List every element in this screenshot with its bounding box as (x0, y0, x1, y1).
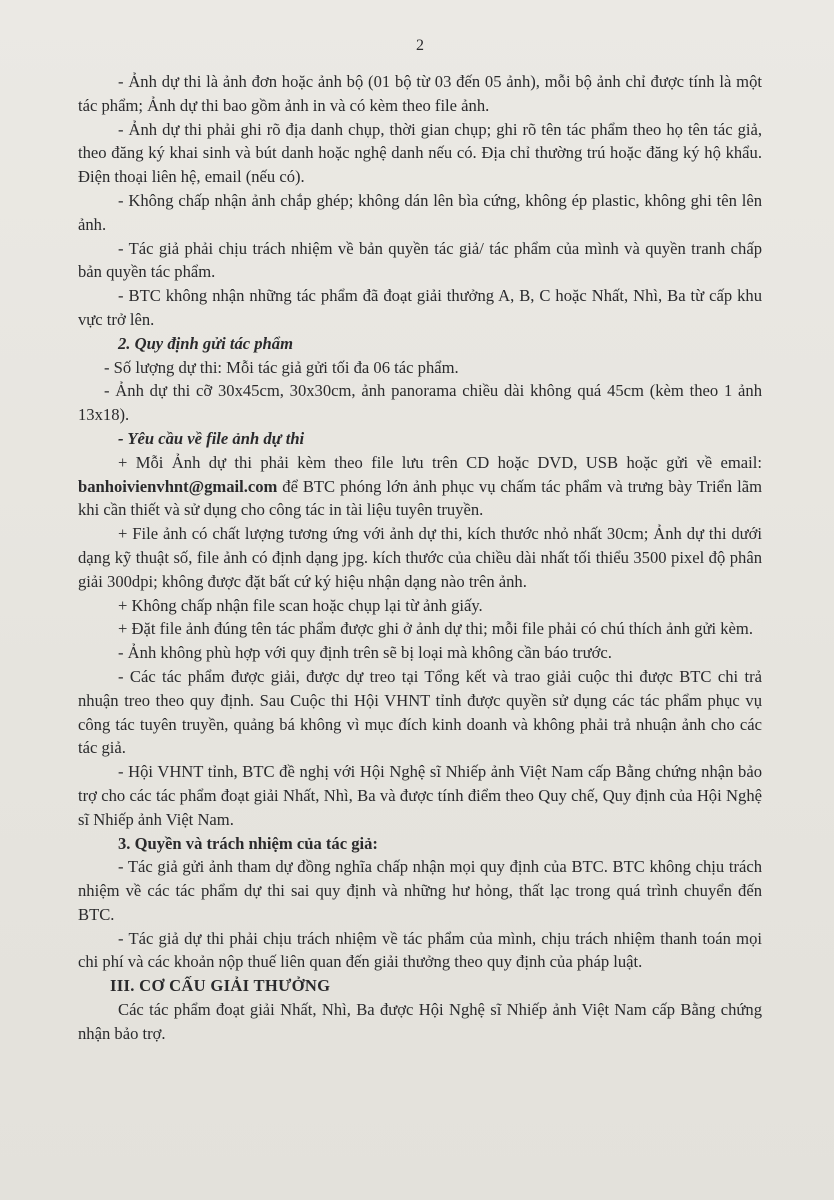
file-submission-text-1: + Mỗi Ảnh dự thi phải kèm theo file lưu trên CD hoặc DVD, USB hoặc gửi về email: (118, 452, 762, 472)
paragraph-no-collage: - Không chấp nhận ảnh chắp ghép; không dán lên bìa cứng, không ép plastic, không ghi tên lên ảnh. (78, 190, 762, 234)
paragraph-file-submission (78, 451, 762, 522)
paragraph-quantity: - Số lượng dự thi: Mỗi tác giả gửi tối đa 06 tác phẩm. (104, 357, 459, 377)
paragraph-print-size: - Ảnh dự thi cỡ 30x45cm, 30x30cm, ảnh panorama chiều dài không quá 45cm (kèm theo 1 ảnh 13x18). (78, 381, 762, 425)
heading-author-rights: 3. Quyền và trách nhiệm của tác giả: (118, 833, 378, 853)
paragraph-prior-awards: - BTC không nhận những tác phẩm đã đoạt giải thưởng A, B, C hoặc Nhất, Nhì, Ba từ cấp khu vực trở lên. (78, 286, 762, 329)
paragraph-file-quality: + File ảnh có chất lượng tương ứng với ảnh dự thi, kích thước nhỏ nhất 30cm; Ảnh dự thi dưới dạng kỹ thuật số, file ảnh có định dạng jpg. kích thước của chiều dài nhất tối thiểu 3500 pixel độ phân giải 300dpi; không được đặt bất cứ ký hiệu nhận dạng nào trên ảnh. (78, 524, 762, 591)
paragraph-certification: - Hội VHNT tỉnh, BTC đề nghị với Hội Nghệ sĩ Nhiếp ảnh Việt Nam cấp Bằng chứng nhận bảo trợ cho các tác phẩm đoạt giải Nhất, Nhì, Ba và được tính điểm theo Quy chế, Quy định của Hội Nghệ sĩ Nhiếp ảnh Việt Nam. (78, 762, 762, 829)
heading-submission-rules: 2. Quy định gửi tác phẩm (118, 333, 293, 353)
email-address: banhoivienvhnt@gmail.com (78, 476, 278, 496)
paragraph-royalties: - Các tác phẩm được giải, được dự treo tại Tổng kết và trao giải cuộc thi được BTC chi trả nhuận treo theo quy định. Sau Cuộc thi Hội VHNT tỉnh được quyền sử dụng các tác phẩm phục vụ công tác tuyên truyền, quảng bá không vì mục đích kinh doanh và không phải trả nhuận ảnh cho các tác giả. (78, 666, 762, 758)
page-number: 2 (416, 37, 424, 54)
heading-file-requirements: - Yêu cầu về file ảnh dự thi (118, 428, 305, 448)
paragraph-liability: - Tác giả dự thi phải chịu trách nhiệm về tác phẩm của mình, chịu trách nhiệm thanh toán mọi chi phí và các khoản nộp thuế liên quan đến giải thưởng theo quy định của pháp luật. (78, 928, 762, 972)
paragraph-file-naming: + Đặt file ảnh đúng tên tác phẩm được ghi ở ảnh dự thi; mỗi file phải có chú thích ảnh gửi kèm. (118, 619, 753, 639)
paragraph-acceptance: - Tác giả gửi ảnh tham dự đồng nghĩa chấp nhận mọi quy định của BTC. BTC không chịu trách nhiệm về các tác phẩm dự thi sai quy định và những hư hỏng, thất lạc trong quá trình chuyển đến BTC. (78, 857, 762, 924)
heading-prize-structure: III. CƠ CẤU GIẢI THƯỞNG (110, 976, 331, 996)
file-submission-text-2: để BTC phóng lớn ảnh phục vụ chấm tác phẩm và trưng bày Triển lãm khi cần thiết và sử dụng cho công tác in tài liệu tuyên truyền. (78, 476, 762, 520)
paragraph-no-scans: + Không chấp nhận file scan hoặc chụp lại từ ảnh giấy. (118, 595, 483, 615)
paragraph-copyright: - Tác giả phải chịu trách nhiệm về bản quyền tác giả/ tác phẩm của mình và quyền tranh chấp bản quyền tác phẩm. (78, 238, 762, 282)
paragraph-disqualification: - Ảnh không phù hợp với quy định trên sẽ bị loại mà không cần báo trước. (118, 643, 612, 663)
paragraph-prize-certification: Các tác phẩm đoạt giải Nhất, Nhì, Ba được Hội Nghệ sĩ Nhiếp ảnh Việt Nam cấp Bằng chứng nhận bảo trợ. (78, 1000, 762, 1043)
paragraph-entry-format: - Ảnh dự thi là ảnh đơn hoặc ảnh bộ (01 bộ từ 03 đến 05 ảnh), mỗi bộ ảnh chỉ được tính là một tác phẩm; Ảnh dự thi bao gồm ảnh in và có kèm theo file ảnh. (78, 72, 762, 115)
paragraph-entry-info: - Ảnh dự thi phải ghi rõ địa danh chụp, thời gian chụp; ghi rõ tên tác phẩm theo họ tên tác giả, theo đăng ký khai sinh và bút danh hoặc nghệ danh nếu có. Địa chỉ thường trú hoặc đăng ký hộ khẩu. Điện thoại liên hệ, email (nếu có). (78, 119, 762, 187)
